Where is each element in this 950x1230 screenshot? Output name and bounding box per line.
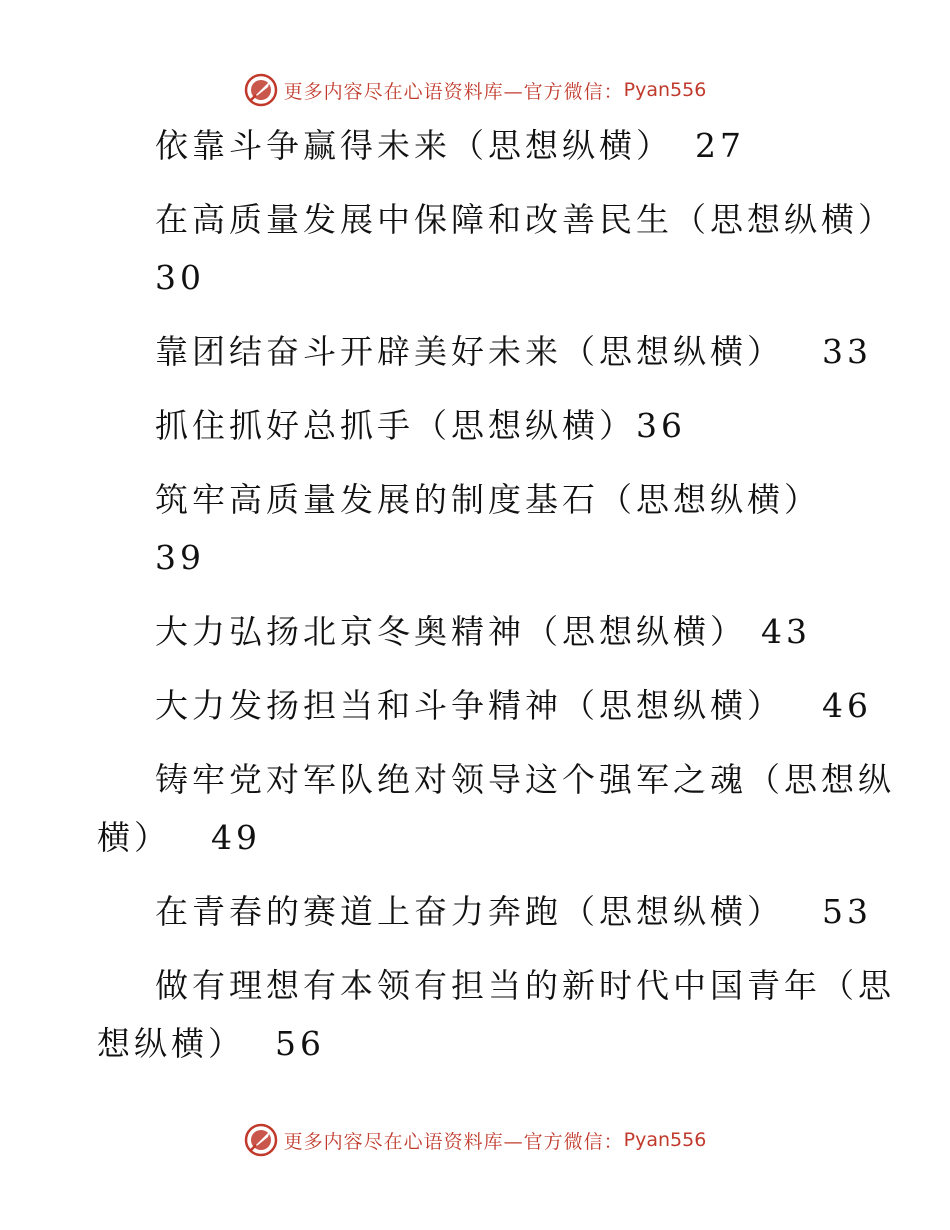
toc-entry-page: 30	[155, 258, 205, 297]
toc-entry-page-line	[155, 538, 205, 578]
quill-pen-logo-icon	[244, 73, 278, 107]
watermark-account: Pyan556	[623, 1129, 707, 1151]
toc-entry-title: 筑牢高质量发展的制度基石（思想纵横）	[155, 480, 821, 519]
toc-entry-title: 铸牢党对军队绝对领导这个强军之魂（思想纵	[155, 760, 895, 799]
toc-entry-continuation	[97, 1024, 325, 1064]
toc-entry-page: 27	[695, 126, 745, 165]
footer-watermark	[0, 1120, 950, 1160]
watermark-text: 更多内容尽在心语资料库—官方微信：	[283, 80, 624, 103]
toc-entry-page-line	[155, 258, 205, 298]
toc-entry-title: 大力弘扬北京冬奥精神（思想纵横）	[155, 612, 747, 651]
toc-entry	[155, 966, 895, 1006]
watermark-text: 更多内容尽在心语资料库—官方微信：	[283, 1130, 624, 1153]
toc-entry-title-cont: 横）	[97, 818, 171, 857]
toc-entry-page: 46	[822, 686, 872, 725]
toc-entry	[155, 686, 872, 726]
toc-entry	[155, 126, 745, 166]
toc-entry-page: 33	[822, 332, 872, 371]
toc-entry-continuation	[97, 818, 261, 858]
toc-entry	[155, 200, 895, 240]
toc-entry-page: 39	[155, 538, 205, 577]
header-watermark	[0, 70, 950, 110]
toc-entry-title: 依靠斗争赢得未来（思想纵横）	[155, 126, 673, 165]
watermark-account: Pyan556	[623, 79, 707, 101]
toc-entry	[155, 406, 686, 446]
toc-entry-title: 大力发扬担当和斗争精神（思想纵横）	[155, 686, 784, 725]
quill-pen-logo-icon	[244, 1123, 278, 1157]
toc-entry-page: 49	[211, 818, 261, 857]
toc-entry-page: 56	[275, 1024, 325, 1063]
toc-entry-page: 53	[822, 892, 872, 931]
toc-entry-title: 抓住抓好总抓手（思想纵横）	[155, 406, 636, 445]
toc-entry	[155, 332, 872, 372]
toc-entry-title-cont: 想纵横）	[97, 1024, 245, 1063]
toc-entry-title: 在青春的赛道上奋力奔跑（思想纵横）	[155, 892, 784, 931]
toc-entry-page: 36	[636, 406, 686, 445]
toc-entry-title: 做有理想有本领有担当的新时代中国青年（思	[155, 966, 895, 1005]
toc-entry	[155, 612, 811, 652]
toc-entry-title: 在高质量发展中保障和改善民生（思想纵横）	[155, 200, 895, 239]
toc-entry	[155, 892, 872, 932]
toc-entry-title: 靠团结奋斗开辟美好未来（思想纵横）	[155, 332, 784, 371]
toc-entry-page: 43	[761, 612, 811, 651]
toc-entry	[155, 480, 821, 520]
toc-entry	[155, 760, 895, 800]
